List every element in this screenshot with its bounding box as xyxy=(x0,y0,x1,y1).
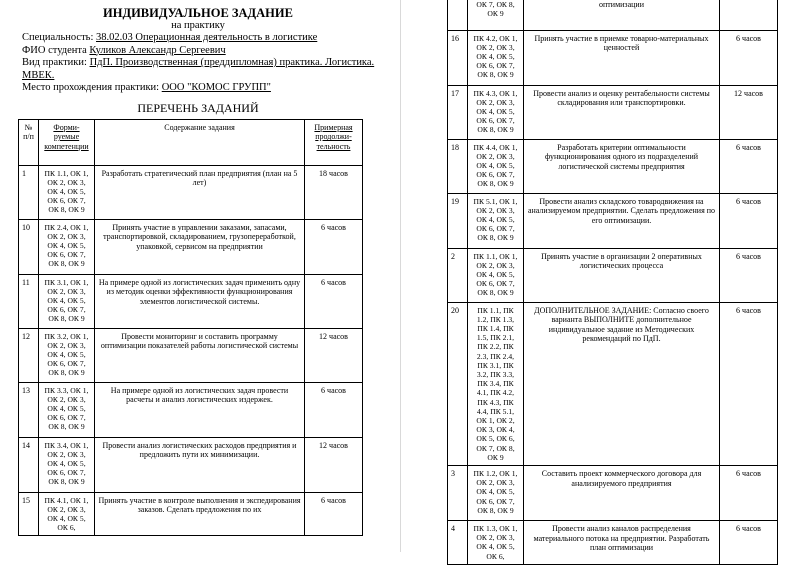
row-competencies: ПК 3.3, ОК 1, ОК 2, ОК 3, ОК 4, ОК 5, ОК 6, ОК 7, ОК 8, ОК 9 xyxy=(39,382,95,437)
row-duration xyxy=(720,0,778,30)
row-num: 1 xyxy=(19,165,39,219)
header-competencies: Форми-руемые компетенции xyxy=(39,119,95,165)
row-num xyxy=(448,0,468,30)
row-content: Разработать критерии оптимальности функционирования одного из подразделений логистической системы предприятия xyxy=(524,139,720,193)
document-title: ИНДИВИДУАЛЬНОЕ ЗАДАНИЕ xyxy=(103,6,293,20)
table-row xyxy=(448,302,778,465)
row-duration: 6 часов xyxy=(720,30,778,85)
table-header-row xyxy=(19,119,363,165)
row-duration: 6 часов xyxy=(305,492,363,536)
row-num: 20 xyxy=(448,302,468,465)
row-competencies: ПК 2.4, ОК 1, ОК 2, ОК 3, ОК 4, ОК 5, ОК 6, ОК 7, ОК 8, ОК 9 xyxy=(39,219,95,274)
row-num: 13 xyxy=(19,382,39,437)
row-competencies: ПК 4.3, ОК 1, ОК 2, ОК 3, ОК 4, ОК 5, ОК 6, ОК 7, ОК 8, ОК 9 xyxy=(468,85,524,139)
header-duration: Примерная продолжи-тельность xyxy=(305,119,363,165)
row-content: Принять участие в организации 2 оперативных логистических процесса xyxy=(524,248,720,302)
table-row xyxy=(448,520,778,564)
row-competencies: ПК 3.2, ОК 1, ОК 2, ОК 3, ОК 4, ОК 5, ОК 6, ОК 7, ОК 8, ОК 9 xyxy=(39,328,95,382)
header-content: Содержание задания xyxy=(95,119,305,165)
row-num: 19 xyxy=(448,193,468,248)
table-row xyxy=(19,437,363,492)
row-num: 4 xyxy=(448,520,468,564)
row-duration: 6 часов xyxy=(305,274,363,328)
row-num: 2 xyxy=(448,248,468,302)
table-row xyxy=(19,382,363,437)
table-row xyxy=(448,139,778,193)
row-content: Принять участие в приемке товарно-материальных ценностей xyxy=(524,30,720,85)
row-duration: 6 часов xyxy=(720,193,778,248)
row-competencies: ПК 3.4, ОК 1, ОК 2, ОК 3, ОК 4, ОК 5, ОК 6, ОК 7, ОК 8, ОК 9 xyxy=(39,437,95,492)
row-competencies: ПК 1.3, ОК 1, ОК 2, ОК 3, ОК 4, ОК 5, ОК 6, xyxy=(468,520,524,564)
row-duration: 6 часов xyxy=(720,139,778,193)
row-competencies: ПК 4.4, ОК 1, ОК 2, ОК 3, ОК 4, ОК 5, ОК 6, ОК 7, ОК 8, ОК 9 xyxy=(468,139,524,193)
document-page-right xyxy=(447,0,777,565)
row-competencies: ПК 1.1, ОК 1, ОК 2, ОК 3, ОК 4, ОК 5, ОК 6, ОК 7, ОК 8, ОК 9 xyxy=(39,165,95,219)
row-num: 11 xyxy=(19,274,39,328)
row-content: Провести анализ логистических расходов предприятия и предложить пути их минимизации. xyxy=(95,437,305,492)
row-duration: 12 часов xyxy=(305,437,363,492)
row-num: 16 xyxy=(448,30,468,85)
row-competencies: ПК 5.1, ОК 1, ОК 2, ОК 3, ОК 4, ОК 5, ОК 6, ОК 7, ОК 8, ОК 9 xyxy=(468,193,524,248)
student-value: Куликов Александр Сергеевич xyxy=(89,44,226,56)
table-row xyxy=(19,219,363,274)
row-content: Принять участие в управлении заказами, запасами, транспортировкой, складированием, грузопереработкой, упаковкой, сервисом на предприятии xyxy=(95,219,305,274)
task-table-left xyxy=(18,119,363,537)
table-row xyxy=(19,492,363,536)
row-num: 12 xyxy=(19,328,39,382)
row-num: 17 xyxy=(448,85,468,139)
row-num: 14 xyxy=(19,437,39,492)
table-row xyxy=(448,0,778,30)
row-content: оптимизации xyxy=(524,0,720,30)
specialty-label: Специальность: xyxy=(22,32,94,43)
table-row xyxy=(448,85,778,139)
row-duration: 6 часов xyxy=(305,382,363,437)
row-duration: 6 часов xyxy=(720,302,778,465)
place-line xyxy=(22,82,378,95)
row-content: Провести анализ каналов распределения материального потока на предприятии. Разработать план оптимизации xyxy=(524,520,720,564)
row-duration: 6 часов xyxy=(720,520,778,564)
row-duration: 6 часов xyxy=(720,465,778,520)
table-row xyxy=(448,30,778,85)
row-content: Провести анализ складского товародвижения на анализируемом предприятии. Сделать предложения по его оптимизации. xyxy=(524,193,720,248)
page-divider xyxy=(400,0,401,552)
table-row xyxy=(448,248,778,302)
row-content: Провести мониторинг и составить программу оптимизации показателей работы логистической системы xyxy=(95,328,305,382)
table-row xyxy=(19,328,363,382)
practice-value: ПдП. Производственная (преддипломная) практика. Логистика. МВЕК. xyxy=(22,57,375,81)
row-duration: 18 часов xyxy=(305,165,363,219)
row-content: ДОПОЛНИТЕЛЬНОЕ ЗАДАНИЕ: Согласно своего варианта ВЫПОЛНИТЕ дополнительное индивидуальное задание из Методических рекомендаций по ПдП. xyxy=(524,302,720,465)
row-content: Разработать стратегический план предприятия (план на 5 лет) xyxy=(95,165,305,219)
student-label: ФИО студента xyxy=(22,44,87,56)
practice-label: Вид практики: xyxy=(22,57,87,68)
row-duration: 12 часов xyxy=(720,85,778,139)
place-value: ООО "КОМОС ГРУПП" xyxy=(161,82,271,93)
specialty-value: 38.02.03 Операционная деятельность в логистике xyxy=(96,32,318,43)
row-competencies: ОК 7, ОК 8, ОК 9 xyxy=(468,0,524,30)
table-row xyxy=(19,274,363,328)
row-duration: 12 часов xyxy=(305,328,363,382)
row-competencies: ПК 4.1, ОК 1, ОК 2, ОК 3, ОК 4, ОК 5, ОК 6, xyxy=(39,492,95,536)
document-page-left xyxy=(18,6,378,536)
row-num: 18 xyxy=(448,139,468,193)
row-duration: 6 часов xyxy=(720,248,778,302)
row-content: На примере одной из логистических задач применить одну из методик оценки эффективности функционирования элементов логистической системы. xyxy=(95,274,305,328)
row-num: 3 xyxy=(448,465,468,520)
table-row xyxy=(448,193,778,248)
table-row xyxy=(19,165,363,219)
document-subtitle: на практику xyxy=(171,20,225,31)
row-competencies: ПК 4.2, ОК 1, ОК 2, ОК 3, ОК 4, ОК 5, ОК 6, ОК 7, ОК 8, ОК 9 xyxy=(468,30,524,85)
row-competencies: ПК 3.1, ОК 1, ОК 2, ОК 3, ОК 4, ОК 5, ОК 6, ОК 7, ОК 8, ОК 9 xyxy=(39,274,95,328)
task-list-heading: ПЕРЕЧЕНЬ ЗАДАНИЙ xyxy=(137,100,259,115)
task-table-right xyxy=(447,0,778,565)
place-label: Место прохождения практики: xyxy=(22,82,160,93)
row-duration: 6 часов xyxy=(305,219,363,274)
row-content: Составить проект коммерческого договора для анализируемого предприятия xyxy=(524,465,720,520)
row-num: 10 xyxy=(19,219,39,274)
row-content: Провести анализ и оценку рентабельности системы складирования или транспортировки. xyxy=(524,85,720,139)
row-content: Принять участие в контроле выполнения и экспедирования заказов. Сделать предложения по их xyxy=(95,492,305,536)
row-content: На примере одной из логистических задач провести расчеты и анализ логистических издержек. xyxy=(95,382,305,437)
student-line xyxy=(22,45,378,58)
header-num: № п/п xyxy=(19,119,39,165)
specialty-line xyxy=(22,32,378,45)
row-num: 15 xyxy=(19,492,39,536)
row-competencies: ПК 1.1, ПК 1.2, ПК 1.3, ПК 1.4, ПК 1.5, ПК 2.1, ПК 2.2, ПК 2.3, ПК 2.4, ПК 3.1, ПК 3.2, ПК 3.3, ПК 3.4, ПК 4.1, ПК 4.2, ПК 4.3, ПК 4.4, ПК 5.1, ОК 1, ОК 2, ОК 3, ОК 4, ОК 5, ОК 6, ОК 7, ОК 8, ОК 9 xyxy=(468,302,524,465)
row-competencies: ПК 1.2, ОК 1, ОК 2, ОК 3, ОК 4, ОК 5, ОК 6, ОК 7, ОК 8, ОК 9 xyxy=(468,465,524,520)
row-competencies: ПК 1.1, ОК 1, ОК 2, ОК 3, ОК 4, ОК 5, ОК 6, ОК 7, ОК 8, ОК 9 xyxy=(468,248,524,302)
table-row xyxy=(448,465,778,520)
practice-line xyxy=(22,57,378,82)
